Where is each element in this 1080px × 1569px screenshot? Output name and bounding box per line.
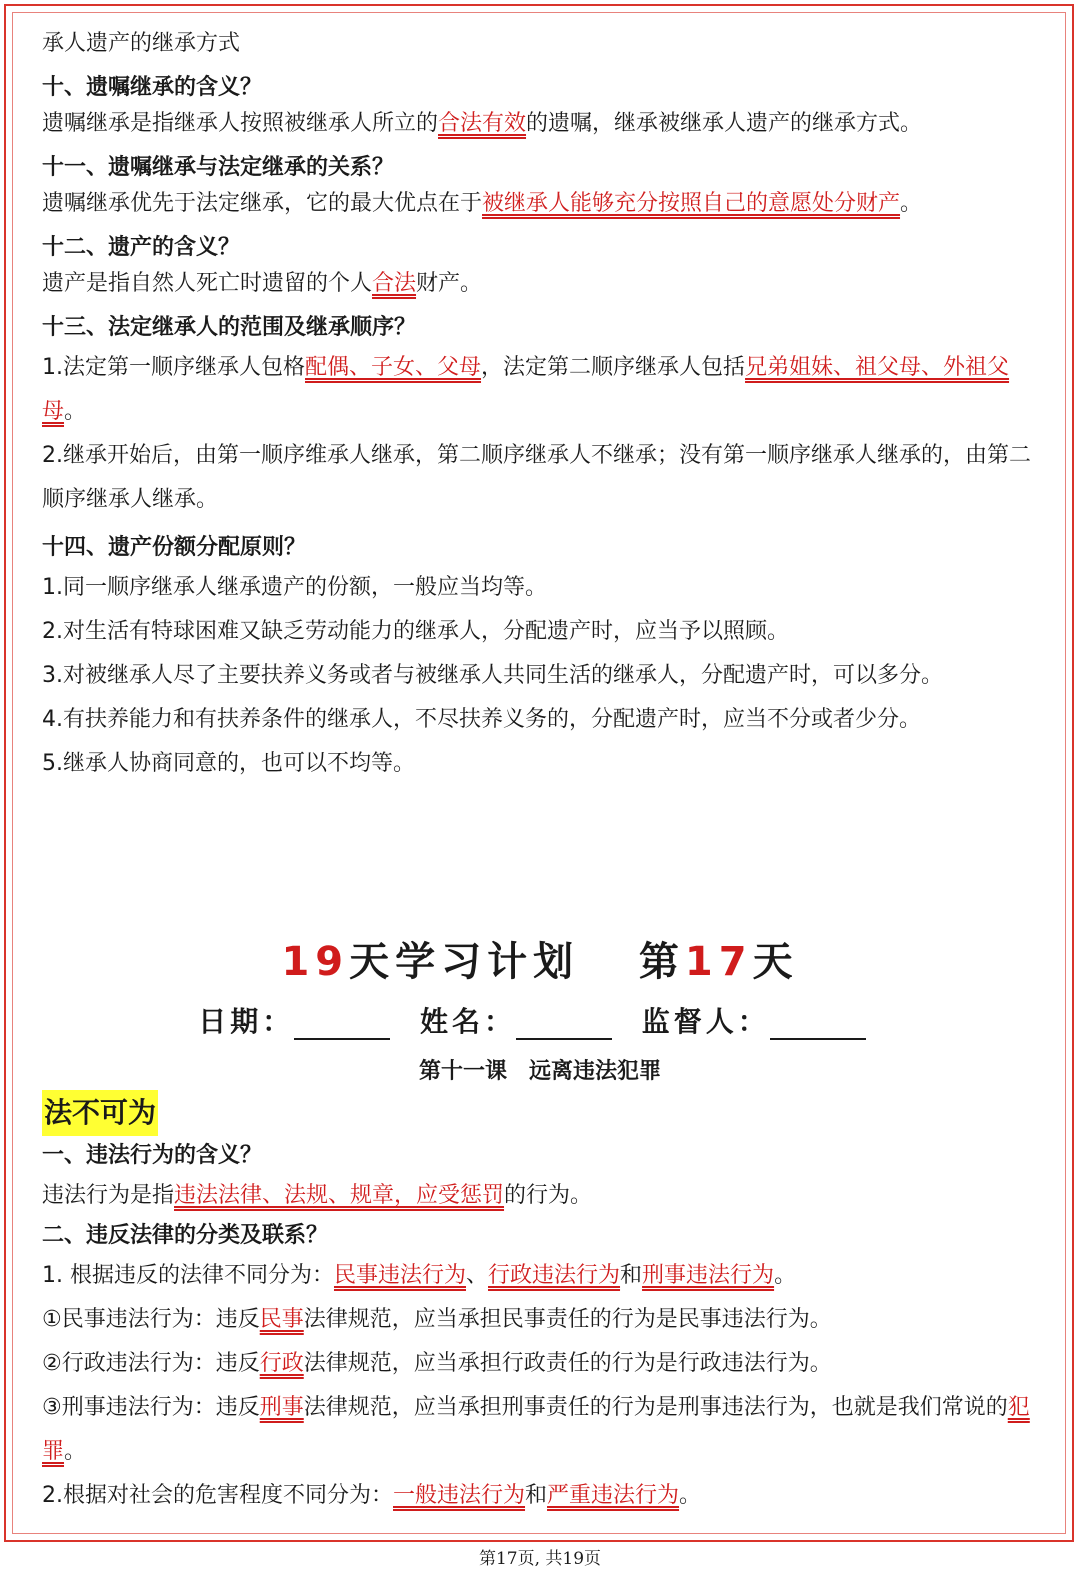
upper-section xyxy=(42,26,1042,786)
continued-text: 承人遗产的继承方式 xyxy=(42,31,241,56)
name-label: 姓名： xyxy=(419,1005,516,1038)
paragraph-1: 违法行为是指违法法律、法规、规章，应受惩罚的行为。 xyxy=(42,1183,593,1208)
heading-12: 十二、遗产的含义？ xyxy=(42,235,241,260)
section-badge: 法不可为 xyxy=(42,1090,158,1136)
heading-1: 一、违法行为的含义？ xyxy=(42,1143,263,1168)
rule-item-2: 2.对生活有特球困难又缺乏劳动能力的继承人，分配遗产时，应当予以照顾。 xyxy=(42,619,789,644)
page-footer: 第17页, 共19页 xyxy=(478,1549,602,1569)
lower-section xyxy=(42,1090,1042,1518)
heading-14: 十四、遗产份额分配原则？ xyxy=(42,535,307,560)
heading-10: 十、遗嘱继承的含义？ xyxy=(42,75,263,100)
rule-item-1: 1.同一顺序继承人继承遗产的份额，一般应当均等。 xyxy=(42,575,547,600)
paragraph-5: ③刑事违法行为：违反刑事法律规范，应当承担刑事责任的行为是刑事违法行为，也就是我们常说的犯罪。 xyxy=(42,1395,1030,1464)
paragraph-3: ①民事违法行为：违反民事法律规范，应当承担民事责任的行为是民事违法行为。 xyxy=(42,1307,832,1332)
date-blank[interactable] xyxy=(294,1010,390,1040)
supervisor-blank[interactable] xyxy=(770,1010,866,1040)
study-plan-meta xyxy=(0,1000,1080,1040)
lesson-title: 第十一课 远离违法犯罪 xyxy=(418,1059,661,1084)
paragraph-11: 遗嘱继承优先于法定继承，它的最大优点在于被继承人能够充分按照自己的意愿处分财产。 xyxy=(42,191,923,216)
rule-item-5: 5.继承人协商同意的，也可以不均等。 xyxy=(42,751,415,776)
paragraph-10: 遗嘱继承是指继承人按照被继承人所立的合法有效的遗嘱，继承被继承人遗产的继承方式。 xyxy=(42,111,923,136)
paragraph-4: ②行政违法行为：违反行政法律规范，应当承担行政责任的行为是行政违法行为。 xyxy=(42,1351,832,1376)
rule-item-3: 3.对被继承人尽了主要扶养义务或者与被继承人共同生活的继承人，分配遗产时，可以多分。 xyxy=(42,663,943,688)
study-plan-title: 19天学习计划 第17天 xyxy=(281,938,799,985)
heading-13: 十三、法定继承人的范围及继承顺序？ xyxy=(42,315,417,340)
heading-2: 二、违反法律的分类及联系？ xyxy=(42,1223,329,1248)
name-blank[interactable] xyxy=(516,1010,612,1040)
paragraph-13b: 2.继承开始后，由第一顺序维承人继承，第二顺序继承人不继承；没有第一顺序继承人继承的，由第二顺序继承人继承。 xyxy=(42,443,1031,512)
paragraph-12: 遗产是指自然人死亡时遗留的个人合法财产。 xyxy=(42,271,483,296)
date-label: 日期： xyxy=(198,1005,295,1038)
paragraph-13a: 1.法定第一顺序继承人包格配偶、子女、父母，法定第二顺序继承人包括兄弟姐妹、祖父母、外祖父母。 xyxy=(42,355,1010,424)
paragraph-6: 2.根据对社会的危害程度不同分为：一般违法行为和严重违法行为。 xyxy=(42,1483,702,1508)
supervisor-label: 监督人： xyxy=(641,1005,770,1038)
rule-item-4: 4.有扶养能力和有扶养条件的继承人，不尽扶养义务的，分配遗产时，应当不分或者少分。 xyxy=(42,707,921,732)
heading-11: 十一、遗嘱继承与法定继承的关系？ xyxy=(42,155,395,180)
paragraph-2: 1. 根据违反的法律不同分为：民事违法行为、行政违法行为和刑事违法行为。 xyxy=(42,1263,797,1288)
